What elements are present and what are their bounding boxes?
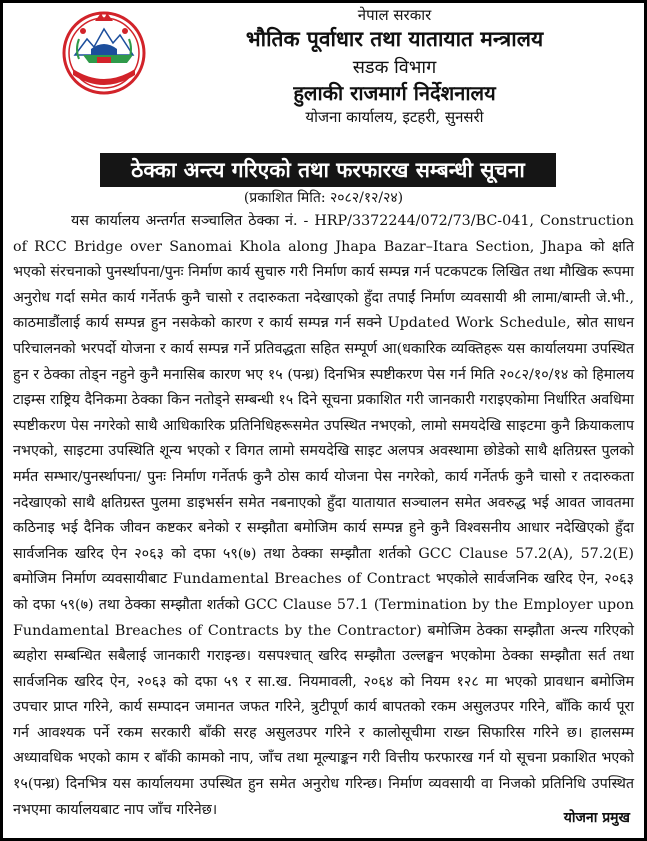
notice-title: ठेक्का अन्त्य गरिएको तथा फरफारख सम्बन्धी सूचना xyxy=(100,153,556,187)
directorate-name: हुलाकी राजमार्ग निर्देशनालय xyxy=(293,81,496,105)
header xyxy=(153,5,636,127)
government-name: नेपाल सरकार xyxy=(357,6,432,24)
department-name: सडक विभाग xyxy=(352,57,437,78)
signatory-title: योजना प्रमुख xyxy=(563,810,630,826)
publication-date: (प्रकाशित मिति: २०८२/१२/२४) xyxy=(243,190,404,206)
nepal-government-emblem-icon xyxy=(61,9,147,95)
office-name: योजना कार्यालय, इटहरी, सुनसरी xyxy=(305,108,484,126)
notice-body: यस कार्यालय अन्तर्गत सञ्चालित ठेक्का नं. - HRP/3372244/072/73/BC-041, Construction of RCC Bridge over Sanomai Khola along Jhapa Bazar–Itara Section, Jhapa को क्षति भएको संरचनाको पुनर्स्थापना/पुनः निर्माण कार्य सुचारु गरी निर्माण कार्य सम्पन्न गर्न पटकपटक लिखित तथा मौखिक रूपमा अनुरोध गर्दा समेत कार्य गर्नेतर्फ कुनै चासो र तदारुकता नदेखाएको हुँदा तपाईं निर्माण व्यवसायी श्री लामा/बाम्ती जे.भी., काठमाडौंलाई कार्य सम्पन्न हुन नसकेको कारण र कार्य सम्पन्न गर्न सक्ने Updated Work Schedule, स्रोत साधन परिचालनको भरपर्दो योजना र कार्य सम्पन्न गर्ने प्रतिवद्धता सहित सम्पूर्ण आ(धकारिक व्यक्तिहरू यस कार्यालयमा उपस्थित हुन र ठेक्का तोड्न नहुने कुनै मनासिब कारण भए १५ (पन्ध्र) दिनभित्र स्पष्टीकरण पेस गर्न मिति २०८२/१०/१४ को हिमालय टाइम्स राष्ट्रिय दैनिकमा ठेक्का किन नतोड्ने सम्बन्धी १५ दिने सूचना प्रकाशित गरी जानकारी गराइएकोमा निर्धारित अवधिमा स्पष्टीकरण पेस नगरेको साथै आधिकारिक प्रतिनिधिहरूसमेत उपस्थित नभएको, लामो समयदेखि साइटमा कुनै क्रियाकलाप नभएको, साइटमा उपस्थिति शून्य भएको र विगत लामो समयदेखि साइट अलपत्र अवस्थामा छोडेको साथै क्षतिग्रस्त पुलको मर्मत सम्भार/पुनर्स्थापना/ पुनः निर्माण गर्नेतर्फ कुनै ठोस कार्य योजना पेस नगरेको, कार्य गर्नेतर्फ कुनै चासो र तदारुकता नदेखाएको साथै क्षतिग्रस्त पुलमा डाइभर्सन समेत नबनाएको हुँदा यातायात सञ्चालन समेत अवरुद्ध भई आवत जावतमा कठिनाइ भई दैनिक जीवन कष्टकर बनेको र सम्झौता बमोजिम कार्य सम्पन्न हुने कुनै विश्वसनीय आधार नदेखिएको हुँदा सार्वजनिक खरिद ऐन २०६३ को दफा ५९(७) तथा ठेक्का सम्झौता शर्तको GCC Clause 57.2(A), 57.2(E) बमोजिम निर्माण व्यवसायीबाट Fundamental Breaches of Contract भएकोले सार्वजनिक खरिद ऐन, २०६३ को दफा ५९(७) तथा ठेक्का सम्झौता शर्तको GCC Clause 57.1 (Termination by the Employer upon Fundamental Breaches of Contracts by the Contractor) बमोजिम ठेक्का सम्झौता अन्त्य गरिएको ब्यहोरा सम्बन्धित सबैलाई जानकारी गराइन्छ। यसपश्चात् खरिद सम्झौता उल्लङ्घन भएकोमा ठेक्का सम्झौता सर्त तथा सार्वजनिक खरिद ऐन, २०६३ को दफा ५९ र सा.ख. नियमावली, २०६४ को नियम १२८ मा भएको प्रावधान बमोजिम उपचार प्राप्त गरिने, कार्य सम्पादन जमानत जफत गरिने, त्रुटीपूर्ण कार्य बापतको रकम असुलउपर गरिने, बाँकि कार्य पूरा गर्न आवश्यक पर्ने रकम सरकारी बाँकी सरह असुलउपर गरिने र कालोसूचीमा राख्न सिफारिस गरिने छ। हालसम्म अध्यावधिक भएको काम र बाँकी कामको नाप, जाँच तथा मूल्याङ्कन गरी वित्तीय फरफारख गर्न यो सूचना प्रकाशित भएको १५(पन्ध्र) दिनभित्र यस कार्यालयमा उपस्थित हुन समेत अनुरोध गरिन्छ। निर्माण व्यवसायी वा निजको प्रतिनिधि उपस्थित नभएमा कार्यालयबाट नाप जाँच गरिनेछ। xyxy=(13,213,634,818)
ministry-name: भौतिक पूर्वाधार तथा यातायात मन्त्रालय xyxy=(245,26,544,51)
